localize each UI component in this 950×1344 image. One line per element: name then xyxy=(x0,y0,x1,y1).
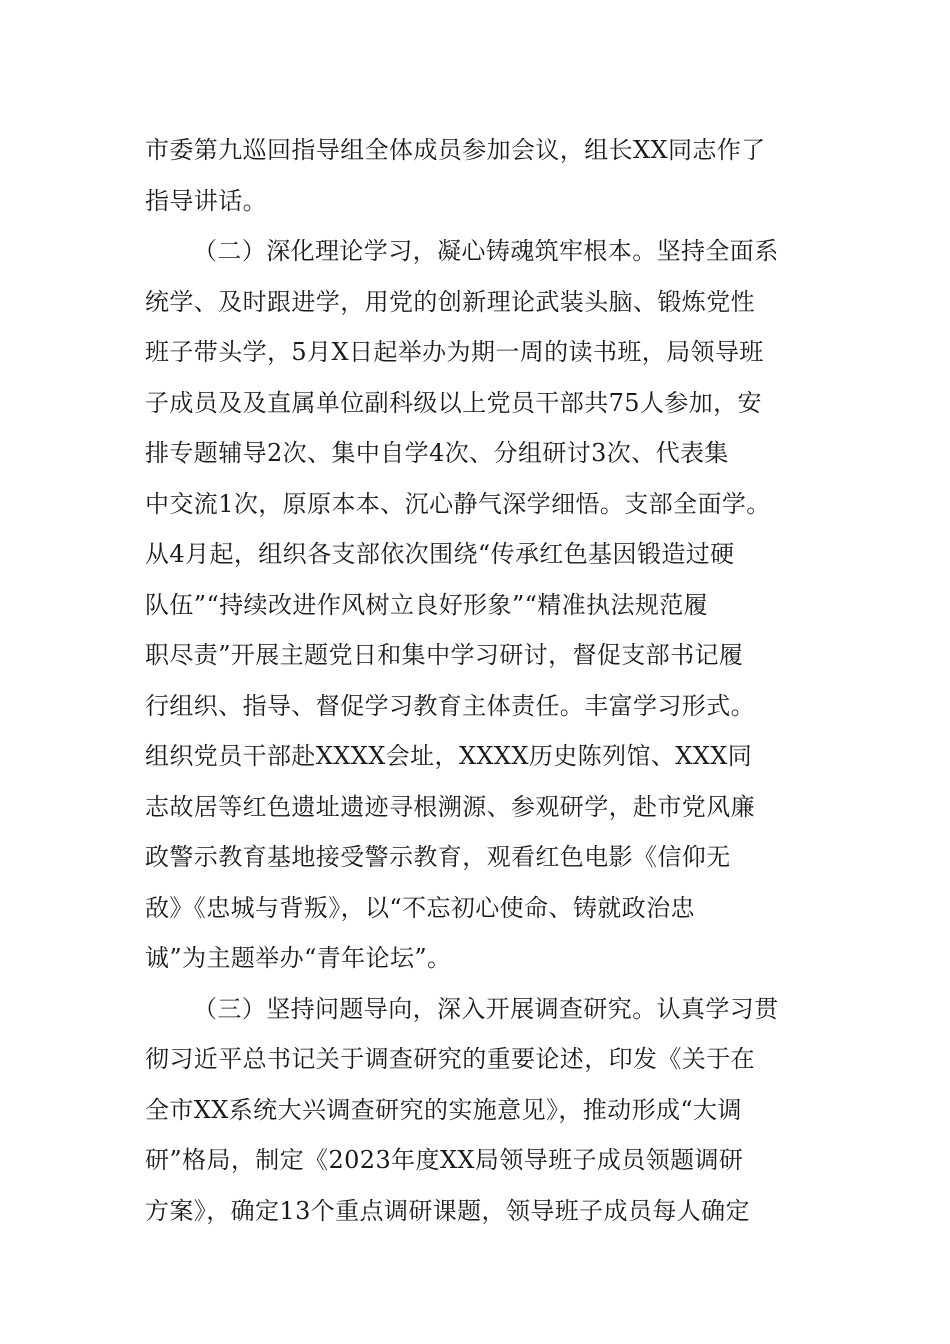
section-heading-line: （二）深化理论学习，凝心铸魂筑牢根本。坚持全面系 xyxy=(193,237,779,265)
text-line: 政警示教育基地接受警示教育，观看红色电影《信仰无 xyxy=(145,843,731,871)
text-line: 方案》，确定13个重点调研课题，领导班子成员每人确定 xyxy=(145,1196,750,1225)
text-line: 组织党员干部赴XXXX会址，XXXX历史陈列馆、XXX同 xyxy=(145,742,753,770)
text-line: 队伍”“持续改进作风树立良好形象”“精准执法规范履 xyxy=(145,590,709,619)
text-line: 研”格局，制定《2023年度XX局领导班子成员领题调研 xyxy=(145,1146,744,1174)
text-line: 全市XX系统大兴调查研究的实施意见》，推动形成“大调 xyxy=(145,1095,742,1124)
text-line: 市委第九巡回指导组全体成员参加会议，组长XX同志作了 xyxy=(145,136,766,164)
text-line: 从4月起，组织各支部依次围绕“传承红色基因锻造过硬 xyxy=(145,540,735,568)
text-line: 指导讲话。 xyxy=(145,186,267,215)
text-line: 排专题辅导2次、集中自学4次、分组研讨3次、代表集 xyxy=(145,439,729,467)
text-line: 职尽责”开展主题党日和集中学习研讨，督促支部书记履 xyxy=(145,641,744,669)
text-line: 统学、及时跟进学，用党的创新理论武装头脑、锻炼党性 xyxy=(145,287,755,316)
text-line: 诚”为主题举办“青年论坛”。 xyxy=(145,944,452,972)
text-line: 班子带头学，5月X日起举办为期一周的读书班，局领导班 xyxy=(145,338,764,366)
text-line: 中交流1次，原原本本、沉心静气深学细悟。支部全面学。 xyxy=(145,489,771,518)
section-heading-line: （三）坚持问题导向，深入开展调查研究。认真学习贯 xyxy=(193,994,779,1023)
text-line: 敌》《忠城与背叛》，以“不忘初心使命、铸就政治忠 xyxy=(145,893,695,922)
text-line: 行组织、指导、督促学习教育主体责任。丰富学习形式。 xyxy=(145,691,755,720)
text-line: 志故居等红色遗址遗迹寻根溯源、参观研学，赴市党风廉 xyxy=(145,792,755,821)
text-line: 子成员及及直属单位副科级以上党员干部共75人参加，安 xyxy=(145,388,762,417)
text-line: 彻习近平总书记关于调查研究的重要论述，印发《关于在 xyxy=(145,1045,755,1073)
document-body xyxy=(145,125,825,1236)
